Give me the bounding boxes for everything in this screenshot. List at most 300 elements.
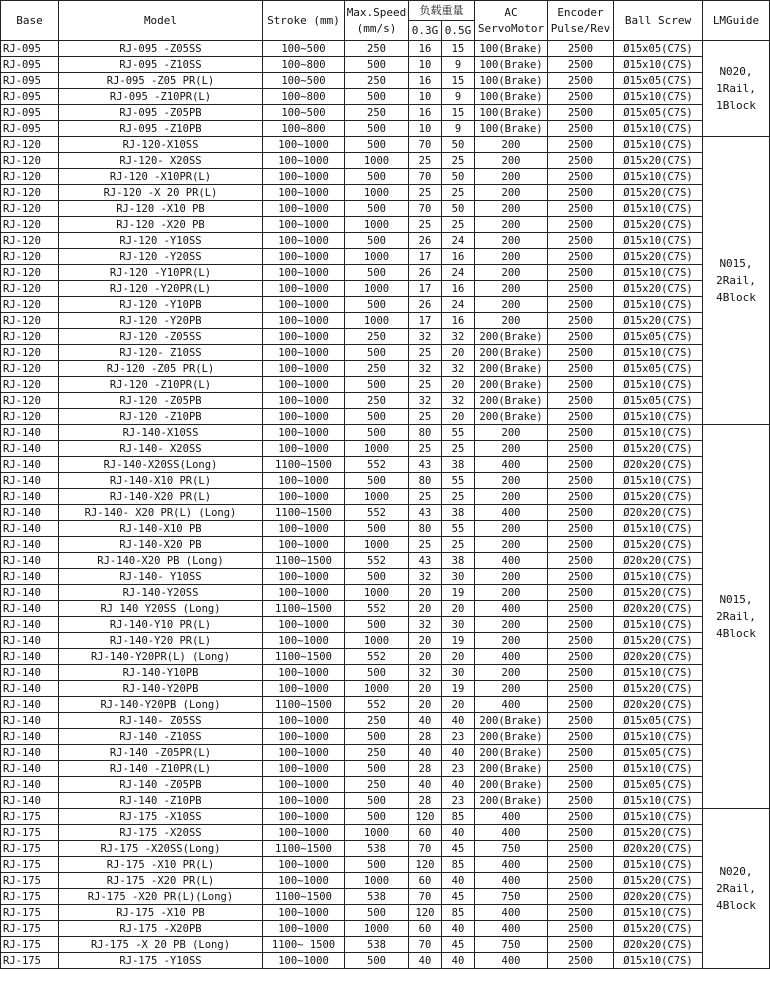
cell-base: RJ-140: [1, 505, 59, 521]
cell-ac-servo: 200: [475, 249, 548, 265]
cell-load-0-5g: 9: [442, 121, 475, 137]
cell-ac-servo: 100(Brake): [475, 73, 548, 89]
table-row: [1, 457, 770, 473]
header-ac-servo: AC ServoMotor: [475, 1, 548, 41]
cell-load-0-5g: 85: [442, 857, 475, 873]
cell-stroke: 100~1000: [263, 585, 345, 601]
cell-ball-screw: Ø15x10(C7S): [614, 473, 703, 489]
cell-ac-servo: 750: [475, 937, 548, 953]
cell-model: RJ-140-Y20PR(L) (Long): [59, 649, 263, 665]
cell-stroke: 100~1000: [263, 633, 345, 649]
cell-model: RJ-120 -Y10PB: [59, 297, 263, 313]
cell-stroke: 100~1000: [263, 137, 345, 153]
cell-ac-servo: 100(Brake): [475, 57, 548, 73]
cell-load-0-5g: 19: [442, 633, 475, 649]
cell-max-speed: 500: [345, 425, 409, 441]
cell-model: RJ-140- Y10SS: [59, 569, 263, 585]
cell-load-0-5g: 38: [442, 553, 475, 569]
cell-base: RJ-140: [1, 729, 59, 745]
cell-base: RJ-175: [1, 841, 59, 857]
cell-max-speed: 552: [345, 649, 409, 665]
cell-encoder: 2500: [548, 601, 614, 617]
cell-ball-screw: Ø15x20(C7S): [614, 153, 703, 169]
table-row: [1, 809, 770, 825]
cell-stroke: 100~1000: [263, 713, 345, 729]
cell-encoder: 2500: [548, 681, 614, 697]
cell-load-0-5g: 23: [442, 793, 475, 809]
cell-encoder: 2500: [548, 905, 614, 921]
cell-stroke: 100~1000: [263, 745, 345, 761]
cell-encoder: 2500: [548, 281, 614, 297]
cell-stroke: 100~1000: [263, 521, 345, 537]
cell-load-0-3g: 25: [409, 217, 442, 233]
cell-load-0-3g: 70: [409, 201, 442, 217]
table-row: [1, 521, 770, 537]
cell-ball-screw: Ø15x10(C7S): [614, 905, 703, 921]
cell-load-0-5g: 30: [442, 665, 475, 681]
cell-ball-screw: Ø15x10(C7S): [614, 569, 703, 585]
table-row: [1, 793, 770, 809]
table-row: [1, 905, 770, 921]
cell-base: RJ-120: [1, 297, 59, 313]
cell-stroke: 100~1000: [263, 425, 345, 441]
cell-load-0-3g: 32: [409, 617, 442, 633]
cell-ac-servo: 200(Brake): [475, 329, 548, 345]
cell-model: RJ-175 -X20SS(Long): [59, 841, 263, 857]
table-row: [1, 921, 770, 937]
table-row: [1, 745, 770, 761]
cell-load-0-3g: 120: [409, 857, 442, 873]
cell-model: RJ-120 -Z05 PR(L): [59, 361, 263, 377]
header-load: 负载重量: [409, 1, 475, 21]
cell-max-speed: 1000: [345, 441, 409, 457]
cell-encoder: 2500: [548, 521, 614, 537]
cell-ac-servo: 200: [475, 153, 548, 169]
cell-max-speed: 500: [345, 665, 409, 681]
cell-stroke: 100~1000: [263, 185, 345, 201]
cell-ball-screw: Ø20x20(C7S): [614, 649, 703, 665]
cell-encoder: 2500: [548, 745, 614, 761]
header-load-0-5g: 0.5G: [442, 21, 475, 41]
cell-max-speed: 500: [345, 729, 409, 745]
cell-stroke: 100~1000: [263, 345, 345, 361]
table-row: [1, 201, 770, 217]
cell-base: RJ-120: [1, 201, 59, 217]
cell-load-0-5g: 55: [442, 473, 475, 489]
cell-ac-servo: 400: [475, 697, 548, 713]
cell-ac-servo: 400: [475, 809, 548, 825]
cell-model: RJ-120- Z10SS: [59, 345, 263, 361]
cell-encoder: 2500: [548, 953, 614, 969]
cell-load-0-3g: 25: [409, 153, 442, 169]
cell-load-0-5g: 40: [442, 953, 475, 969]
cell-base: RJ-175: [1, 857, 59, 873]
cell-stroke: 100~1000: [263, 825, 345, 841]
cell-model: RJ-140-X20 PB (Long): [59, 553, 263, 569]
cell-load-0-3g: 17: [409, 313, 442, 329]
cell-max-speed: 500: [345, 617, 409, 633]
table-row: [1, 73, 770, 89]
cell-stroke: 1100~1500: [263, 649, 345, 665]
cell-ball-screw: Ø15x10(C7S): [614, 89, 703, 105]
cell-load-0-3g: 26: [409, 233, 442, 249]
cell-max-speed: 500: [345, 89, 409, 105]
cell-model: RJ-140-Y10PB: [59, 665, 263, 681]
cell-encoder: 2500: [548, 649, 614, 665]
cell-base: RJ-120: [1, 185, 59, 201]
cell-encoder: 2500: [548, 729, 614, 745]
cell-ball-screw: Ø15x20(C7S): [614, 873, 703, 889]
cell-load-0-3g: 20: [409, 681, 442, 697]
cell-encoder: 2500: [548, 777, 614, 793]
table-row: [1, 825, 770, 841]
table-row: [1, 217, 770, 233]
cell-encoder: 2500: [548, 89, 614, 105]
cell-ball-screw: Ø20x20(C7S): [614, 937, 703, 953]
cell-ac-servo: 200: [475, 665, 548, 681]
cell-base: RJ-120: [1, 217, 59, 233]
cell-base: RJ-120: [1, 409, 59, 425]
cell-ac-servo: 400: [475, 825, 548, 841]
cell-ac-servo: 200: [475, 633, 548, 649]
cell-ac-servo: 200: [475, 233, 548, 249]
cell-ac-servo: 200: [475, 473, 548, 489]
cell-ball-screw: Ø15x20(C7S): [614, 281, 703, 297]
cell-load-0-3g: 70: [409, 841, 442, 857]
table-row: [1, 585, 770, 601]
cell-max-speed: 250: [345, 745, 409, 761]
cell-max-speed: 552: [345, 457, 409, 473]
cell-encoder: 2500: [548, 553, 614, 569]
cell-ball-screw: Ø15x10(C7S): [614, 809, 703, 825]
cell-model: RJ-140-X10 PR(L): [59, 473, 263, 489]
cell-stroke: 100~1000: [263, 169, 345, 185]
cell-ac-servo: 400: [475, 857, 548, 873]
cell-max-speed: 1000: [345, 537, 409, 553]
table-row: [1, 953, 770, 969]
table-row: [1, 121, 770, 137]
cell-encoder: 2500: [548, 473, 614, 489]
cell-ac-servo: 100(Brake): [475, 105, 548, 121]
cell-encoder: 2500: [548, 121, 614, 137]
cell-base: RJ-095: [1, 105, 59, 121]
cell-ac-servo: 200: [475, 217, 548, 233]
cell-stroke: 1100~1500: [263, 697, 345, 713]
cell-ball-screw: Ø15x10(C7S): [614, 233, 703, 249]
cell-load-0-5g: 38: [442, 457, 475, 473]
table-row: [1, 57, 770, 73]
cell-load-0-5g: 20: [442, 601, 475, 617]
cell-model: RJ-140 -Z10PR(L): [59, 761, 263, 777]
cell-stroke: 100~1000: [263, 569, 345, 585]
cell-base: RJ-140: [1, 793, 59, 809]
cell-max-speed: 552: [345, 697, 409, 713]
cell-max-speed: 250: [345, 361, 409, 377]
cell-ball-screw: Ø15x10(C7S): [614, 425, 703, 441]
cell-encoder: 2500: [548, 425, 614, 441]
cell-load-0-3g: 70: [409, 137, 442, 153]
cell-ball-screw: Ø15x20(C7S): [614, 489, 703, 505]
cell-ac-servo: 400: [475, 553, 548, 569]
cell-stroke: 100~500: [263, 105, 345, 121]
cell-max-speed: 500: [345, 201, 409, 217]
cell-ac-servo: 750: [475, 841, 548, 857]
cell-encoder: 2500: [548, 857, 614, 873]
cell-load-0-3g: 40: [409, 745, 442, 761]
table-row: [1, 185, 770, 201]
cell-ball-screw: Ø15x10(C7S): [614, 521, 703, 537]
cell-load-0-5g: 32: [442, 393, 475, 409]
cell-ball-screw: Ø15x05(C7S): [614, 393, 703, 409]
cell-ac-servo: 200: [475, 313, 548, 329]
cell-encoder: 2500: [548, 233, 614, 249]
cell-max-speed: 500: [345, 521, 409, 537]
cell-ac-servo: 100(Brake): [475, 89, 548, 105]
cell-max-speed: 250: [345, 713, 409, 729]
cell-model: RJ-120 -Z05PB: [59, 393, 263, 409]
header-stroke: Stroke (mm): [263, 1, 345, 41]
table-row: [1, 681, 770, 697]
cell-load-0-3g: 120: [409, 809, 442, 825]
cell-load-0-5g: 16: [442, 249, 475, 265]
cell-base: RJ-140: [1, 553, 59, 569]
cell-stroke: 100~1000: [263, 233, 345, 249]
cell-load-0-3g: 20: [409, 585, 442, 601]
cell-encoder: 2500: [548, 137, 614, 153]
cell-model: RJ-120 -Y20PB: [59, 313, 263, 329]
cell-model: RJ-095 -Z10SS: [59, 57, 263, 73]
cell-load-0-3g: 25: [409, 345, 442, 361]
cell-model: RJ-120 -Y20SS: [59, 249, 263, 265]
cell-load-0-3g: 10: [409, 89, 442, 105]
cell-load-0-3g: 25: [409, 441, 442, 457]
cell-encoder: 2500: [548, 441, 614, 457]
cell-ball-screw: Ø20x20(C7S): [614, 601, 703, 617]
cell-stroke: 100~1000: [263, 537, 345, 553]
cell-encoder: 2500: [548, 457, 614, 473]
table-row: [1, 665, 770, 681]
cell-ac-servo: 200(Brake): [475, 345, 548, 361]
cell-encoder: 2500: [548, 345, 614, 361]
cell-max-speed: 1000: [345, 217, 409, 233]
cell-encoder: 2500: [548, 617, 614, 633]
cell-load-0-3g: 28: [409, 761, 442, 777]
cell-model: RJ-140- X20SS: [59, 441, 263, 457]
cell-load-0-5g: 15: [442, 105, 475, 121]
table-row: [1, 697, 770, 713]
table-row: [1, 441, 770, 457]
cell-load-0-5g: 19: [442, 681, 475, 697]
cell-load-0-5g: 30: [442, 617, 475, 633]
cell-stroke: 1100~1500: [263, 505, 345, 521]
cell-max-speed: 1000: [345, 873, 409, 889]
cell-ac-servo: 200: [475, 585, 548, 601]
cell-max-speed: 250: [345, 393, 409, 409]
cell-base: RJ-095: [1, 73, 59, 89]
cell-encoder: 2500: [548, 569, 614, 585]
cell-ac-servo: 200: [475, 537, 548, 553]
cell-load-0-3g: 60: [409, 921, 442, 937]
cell-max-speed: 500: [345, 345, 409, 361]
table-row: [1, 233, 770, 249]
table-body: [1, 41, 770, 969]
cell-ball-screw: Ø15x10(C7S): [614, 793, 703, 809]
cell-base: RJ-140: [1, 713, 59, 729]
cell-load-0-5g: 55: [442, 521, 475, 537]
cell-model: RJ-175 -X20PB: [59, 921, 263, 937]
cell-ac-servo: 200(Brake): [475, 793, 548, 809]
table-row: [1, 937, 770, 953]
cell-stroke: 100~1000: [263, 201, 345, 217]
cell-ac-servo: 100(Brake): [475, 41, 548, 57]
cell-encoder: 2500: [548, 633, 614, 649]
cell-ball-screw: Ø15x10(C7S): [614, 953, 703, 969]
cell-load-0-3g: 16: [409, 73, 442, 89]
cell-encoder: 2500: [548, 361, 614, 377]
cell-model: RJ-120 -Z05SS: [59, 329, 263, 345]
cell-load-0-3g: 43: [409, 505, 442, 521]
cell-ac-servo: 200(Brake): [475, 409, 548, 425]
table-row: [1, 425, 770, 441]
cell-ac-servo: 200: [475, 617, 548, 633]
cell-lm-guide: N015, 2Rail, 4Block: [703, 137, 770, 425]
cell-encoder: 2500: [548, 537, 614, 553]
cell-encoder: 2500: [548, 57, 614, 73]
cell-ball-screw: Ø15x10(C7S): [614, 665, 703, 681]
cell-encoder: 2500: [548, 761, 614, 777]
cell-load-0-5g: 20: [442, 377, 475, 393]
table-row: [1, 473, 770, 489]
cell-encoder: 2500: [548, 313, 614, 329]
cell-stroke: 100~1000: [263, 793, 345, 809]
cell-max-speed: 538: [345, 937, 409, 953]
cell-encoder: 2500: [548, 409, 614, 425]
cell-load-0-3g: 40: [409, 713, 442, 729]
table-row: [1, 489, 770, 505]
cell-model: RJ-120-X10SS: [59, 137, 263, 153]
cell-ball-screw: Ø15x10(C7S): [614, 345, 703, 361]
cell-max-speed: 500: [345, 409, 409, 425]
cell-ac-servo: 400: [475, 457, 548, 473]
cell-base: RJ-120: [1, 265, 59, 281]
cell-base: RJ-175: [1, 825, 59, 841]
cell-model: RJ-175 -X20SS: [59, 825, 263, 841]
cell-ac-servo: 200(Brake): [475, 745, 548, 761]
cell-ball-screw: Ø15x20(C7S): [614, 825, 703, 841]
cell-load-0-5g: 45: [442, 889, 475, 905]
cell-load-0-3g: 28: [409, 729, 442, 745]
cell-max-speed: 1000: [345, 153, 409, 169]
cell-max-speed: 1000: [345, 921, 409, 937]
cell-base: RJ-120: [1, 137, 59, 153]
cell-model: RJ-140-X20 PB: [59, 537, 263, 553]
cell-encoder: 2500: [548, 873, 614, 889]
table-row: [1, 713, 770, 729]
cell-base: RJ-140: [1, 697, 59, 713]
cell-encoder: 2500: [548, 297, 614, 313]
cell-stroke: 100~1000: [263, 921, 345, 937]
cell-model: RJ-095 -Z10PB: [59, 121, 263, 137]
cell-max-speed: 250: [345, 105, 409, 121]
cell-stroke: 100~1000: [263, 905, 345, 921]
cell-ac-servo: 200(Brake): [475, 361, 548, 377]
cell-model: RJ-120 -Y10SS: [59, 233, 263, 249]
cell-load-0-5g: 38: [442, 505, 475, 521]
cell-ac-servo: 200(Brake): [475, 377, 548, 393]
cell-max-speed: 500: [345, 169, 409, 185]
cell-load-0-5g: 32: [442, 329, 475, 345]
cell-stroke: 100~1000: [263, 761, 345, 777]
cell-base: RJ-095: [1, 41, 59, 57]
cell-encoder: 2500: [548, 585, 614, 601]
cell-ball-screw: Ø15x20(C7S): [614, 585, 703, 601]
cell-encoder: 2500: [548, 185, 614, 201]
header-ball-screw: Ball Screw: [614, 1, 703, 41]
cell-load-0-5g: 45: [442, 841, 475, 857]
cell-encoder: 2500: [548, 505, 614, 521]
cell-ac-servo: 200: [475, 169, 548, 185]
cell-encoder: 2500: [548, 217, 614, 233]
cell-model: RJ-175 -X10 PB: [59, 905, 263, 921]
cell-model: RJ-095 -Z10PR(L): [59, 89, 263, 105]
cell-ball-screw: Ø15x10(C7S): [614, 857, 703, 873]
cell-stroke: 100~1000: [263, 729, 345, 745]
cell-max-speed: 500: [345, 297, 409, 313]
cell-ac-servo: 200: [475, 265, 548, 281]
cell-load-0-5g: 20: [442, 697, 475, 713]
cell-stroke: 100~1000: [263, 329, 345, 345]
cell-stroke: 1100~1500: [263, 601, 345, 617]
cell-ball-screw: Ø15x10(C7S): [614, 377, 703, 393]
cell-base: RJ-120: [1, 361, 59, 377]
cell-model: RJ-175 -X20 PR(L): [59, 873, 263, 889]
cell-base: RJ-140: [1, 665, 59, 681]
cell-load-0-3g: 20: [409, 633, 442, 649]
cell-model: RJ-140-Y20PB (Long): [59, 697, 263, 713]
cell-base: RJ-140: [1, 489, 59, 505]
cell-stroke: 100~500: [263, 41, 345, 57]
cell-ac-servo: 200: [475, 185, 548, 201]
cell-load-0-3g: 25: [409, 185, 442, 201]
cell-load-0-3g: 20: [409, 601, 442, 617]
cell-ac-servo: 400: [475, 921, 548, 937]
cell-stroke: 100~1000: [263, 249, 345, 265]
cell-max-speed: 500: [345, 233, 409, 249]
cell-load-0-5g: 23: [442, 729, 475, 745]
cell-encoder: 2500: [548, 665, 614, 681]
cell-base: RJ-120: [1, 233, 59, 249]
cell-max-speed: 1000: [345, 681, 409, 697]
table-row: [1, 169, 770, 185]
table-header: [1, 1, 770, 41]
cell-base: RJ-140: [1, 601, 59, 617]
cell-model: RJ-120 -X 20 PR(L): [59, 185, 263, 201]
cell-base: RJ-140: [1, 425, 59, 441]
table-row: [1, 537, 770, 553]
cell-model: RJ-175 -X 20 PB (Long): [59, 937, 263, 953]
cell-load-0-5g: 24: [442, 265, 475, 281]
cell-ball-screw: Ø15x20(C7S): [614, 921, 703, 937]
cell-base: RJ-120: [1, 313, 59, 329]
cell-stroke: 100~1000: [263, 441, 345, 457]
cell-max-speed: 552: [345, 505, 409, 521]
cell-base: RJ-140: [1, 569, 59, 585]
cell-load-0-3g: 10: [409, 57, 442, 73]
cell-load-0-3g: 60: [409, 873, 442, 889]
cell-load-0-5g: 50: [442, 201, 475, 217]
cell-model: RJ-140 -Z10PB: [59, 793, 263, 809]
cell-stroke: 1100~ 1500: [263, 937, 345, 953]
